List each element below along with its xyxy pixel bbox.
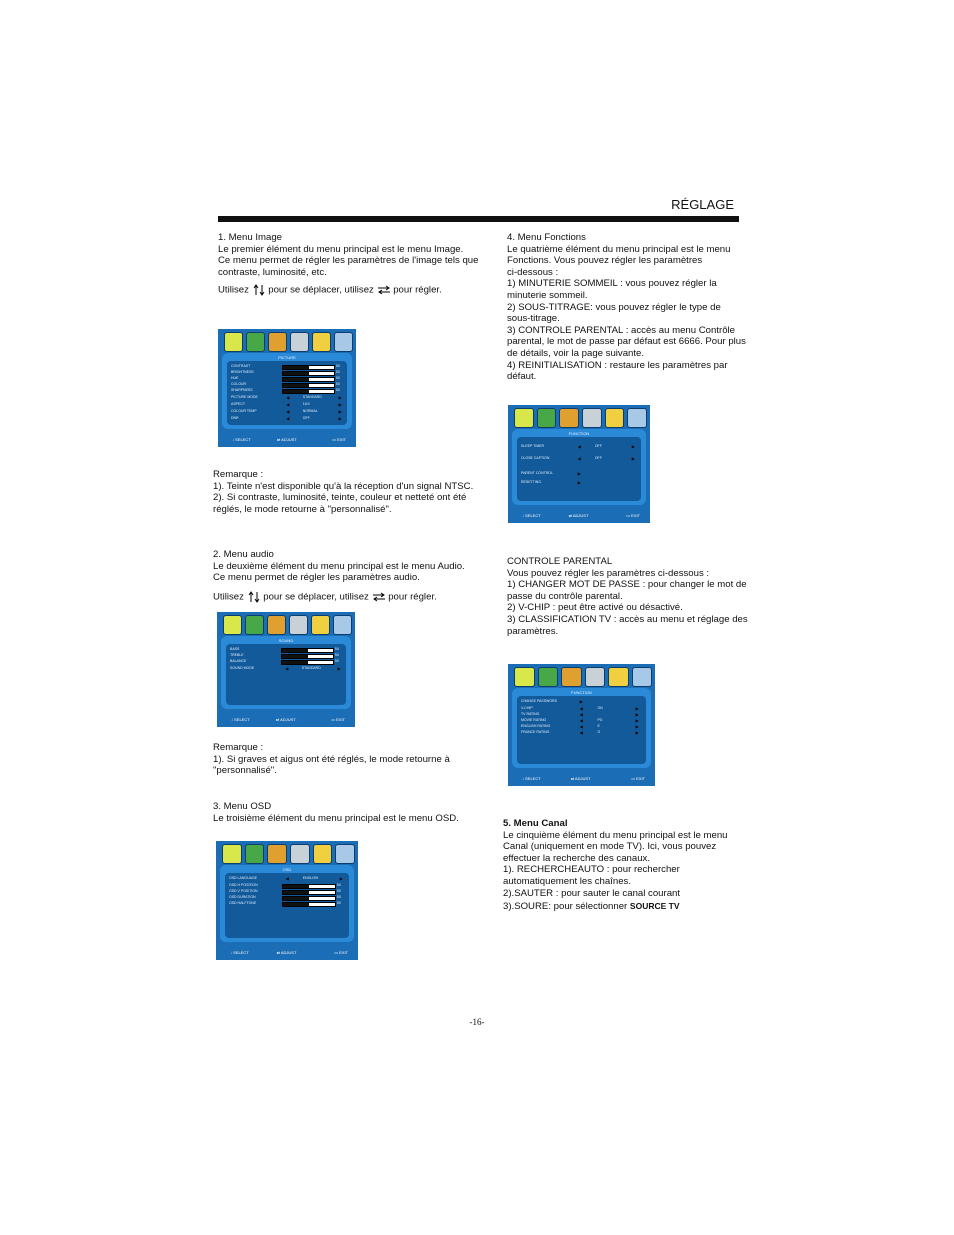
value-number: 50	[336, 889, 341, 893]
left-arrow-icon: ◀	[286, 416, 290, 421]
menu-tab-bar	[220, 615, 352, 634]
menu-row-label: COLOUR TEMP	[231, 409, 257, 413]
paragraph-line: 3) CLASSIFICATION TV : accès au menu et réglage des	[507, 613, 748, 625]
paragraph-line: effectuer la recherche des canaux.	[503, 852, 651, 864]
usage-text: pour se déplacer, utilisez	[268, 284, 374, 296]
paragraph-line: 4) REINITIALISATION : restaure les paramètres par	[507, 359, 728, 371]
menu-tab-icon	[582, 408, 602, 428]
paragraph-line: Ce menu permet de régler les paramètres de l'image tels que	[218, 255, 479, 267]
usage-line	[213, 591, 503, 603]
paragraph-line: 3) CONTROLE PARENTAL : accès au menu Contrôle	[507, 324, 736, 336]
paragraph-line: paramètres.	[507, 625, 559, 637]
right-arrow-icon: ▶	[339, 876, 343, 881]
paragraph-line: minuterie sommeil.	[507, 289, 588, 301]
value-bar-fill	[282, 655, 308, 658]
value-bar-fill	[283, 903, 309, 906]
menu-tab-icon	[514, 667, 535, 687]
option-value: OFF	[302, 416, 310, 420]
menu-tab-icon	[290, 332, 309, 352]
menu-tab-icon	[290, 844, 310, 864]
remark-heading: Remarque :	[213, 742, 264, 753]
menu-row-label: MOVIE RATING	[521, 718, 547, 722]
adjust-hint: ⇄ ADJUST	[275, 717, 296, 722]
value-bar-fill	[283, 897, 309, 900]
paragraph-line: parental, le mot de passe par défaut est 6666. Pour plus	[507, 336, 746, 348]
exit-hint: ▭ EXIT	[626, 513, 640, 518]
menu-tab-icon	[267, 844, 287, 864]
menu-panel	[221, 636, 351, 709]
menu-row	[230, 666, 342, 672]
adjust-hint: ⇄ ADJUST	[568, 513, 589, 518]
header-rule	[218, 216, 739, 222]
value-number: 50	[334, 659, 339, 663]
menu-tab-icon	[245, 615, 264, 635]
right-arrow-icon: ▶	[577, 471, 581, 476]
source-tv-label: SOURCE TV	[629, 901, 680, 912]
left-arrow-icon: ◀	[286, 409, 290, 414]
menu-inner-area	[225, 873, 349, 938]
left-arrow-icon: ◀	[579, 712, 583, 717]
paragraph-line: sous-titrage.	[507, 313, 560, 325]
menu-row-label: HUE	[231, 376, 239, 380]
picture-menu-screenshot	[218, 329, 356, 447]
menu-row	[521, 471, 637, 477]
menu-tab-icon	[334, 332, 353, 352]
menu-tab-icon	[627, 408, 647, 428]
value-bar-fill	[283, 366, 309, 369]
right-arrow-icon: ▶	[635, 730, 639, 735]
menu-row-label: OSD HALFTONE	[229, 901, 257, 905]
menu-row-label: TV RATING	[521, 712, 540, 716]
remark-2	[213, 742, 503, 777]
menu-row-label: OSD LANGUAGE	[229, 876, 258, 880]
menu-inner-area	[226, 644, 346, 705]
value-number: 50	[334, 653, 339, 657]
menu-row-label: BALANCE	[230, 659, 247, 663]
paragraph-line: Ce menu permet de régler les paramètres audio.	[213, 572, 420, 584]
menu-row-label: CONTRAST	[231, 364, 251, 368]
menu-panel-title: SOUND	[278, 638, 294, 643]
up-down-arrows-icon	[252, 284, 266, 296]
right-arrow-icon: ▶	[635, 718, 639, 723]
paragraph-line: Vous pouvez régler les paramètres ci-dessous :	[507, 567, 710, 579]
menu-row-label: CLOSE CAPTION	[521, 456, 550, 460]
paragraph-line: 1). Teinte n'est disponible qu'à la réception d'un signal NTSC.	[213, 480, 474, 492]
value-bar-fill	[282, 649, 308, 652]
usage-line	[218, 284, 508, 296]
menu-tab-icon	[289, 615, 308, 635]
usage-text: Utilisez	[213, 591, 244, 603]
left-right-arrows-icon	[372, 591, 386, 603]
menu-panel-title: OSD	[282, 867, 292, 872]
menu-row	[231, 388, 343, 394]
paragraph-line: Le cinquième élément du menu principal est le menu	[503, 829, 728, 841]
paragraph-line: 1). RECHERCHEAUTO : pour rechercher	[503, 864, 680, 876]
value-number: 50	[336, 895, 341, 899]
section-heading: 1. Menu Image	[218, 232, 282, 243]
menu-tab-icon	[585, 667, 606, 687]
menu-tab-icon	[268, 332, 287, 352]
option-value: OFF	[594, 444, 602, 448]
left-arrow-icon: ◀	[285, 876, 289, 881]
paragraph-line: Le premier élément du menu principal est le menu Image.	[218, 243, 464, 255]
paragraph-line: Canal (uniquement en mode TV). Ici, vous pouvez	[503, 841, 717, 853]
paragraph-line: ci-dessous :	[507, 266, 559, 278]
left-arrow-icon: ◀	[285, 666, 289, 671]
paragraph-line: 2).SAUTER : pour sauter le canal courant	[503, 887, 681, 899]
menu-row-label: SLEEP TIMER	[521, 444, 545, 448]
menu-row-label: SHARPNESS	[231, 388, 253, 392]
value-bar-fill	[283, 885, 309, 888]
menu-bottom-bar	[514, 773, 649, 783]
menu-panel	[512, 688, 651, 768]
menu-row-label: COLOUR	[231, 382, 246, 386]
section-parental	[507, 556, 767, 637]
value-number: 50	[335, 370, 340, 374]
menu-row-label: FRANCE RATING	[521, 730, 550, 734]
menu-tab-icon	[538, 667, 559, 687]
option-value: ENGLISH	[302, 876, 319, 880]
value-bar	[282, 389, 335, 394]
menu-bottom-bar	[224, 434, 350, 444]
paragraph-line: réglés, le mode retourne à "personnalisé".	[213, 503, 392, 515]
menu-row	[229, 901, 345, 907]
menu-tab-icon	[245, 844, 265, 864]
remark-heading: Remarque :	[213, 469, 264, 480]
right-arrow-icon: ▶	[338, 395, 342, 400]
sound-menu-screenshot	[217, 612, 355, 727]
option-value: G	[597, 730, 601, 734]
remark-1	[213, 469, 503, 515]
menu-row	[521, 480, 637, 486]
paragraph-line: de détails, voir la page suivante.	[507, 347, 645, 359]
menu-row-label: V-CHIP	[521, 706, 533, 710]
value-number: 50	[334, 647, 339, 651]
section-heading: 2. Menu audio	[213, 549, 274, 560]
right-arrow-icon: ▶	[635, 706, 639, 711]
menu-tab-icon	[537, 408, 557, 428]
option-value: STANDARD	[302, 395, 322, 399]
menu-row-label: PARENT CONTROL	[521, 471, 553, 475]
value-number: 50	[336, 901, 341, 905]
paragraph-line: 1) CHANGER MOT DE PASSE : pour changer le mot de	[507, 579, 747, 591]
value-bar	[282, 902, 337, 907]
menu-row-label: BASS	[230, 647, 240, 651]
right-arrow-icon: ▶	[338, 402, 342, 407]
right-arrow-icon: ▶	[577, 480, 581, 485]
select-hint: ↓ SELECT	[230, 950, 249, 955]
paragraph-line: passe du contrôle parental.	[507, 590, 623, 602]
exit-hint: ▭ EXIT	[331, 717, 345, 722]
parental-menu-screenshot	[508, 664, 655, 786]
left-arrow-icon: ◀	[579, 730, 583, 735]
page-number: -16-	[469, 1017, 485, 1027]
menu-tab-icon	[608, 667, 629, 687]
menu-tab-bar	[219, 844, 355, 863]
menu-bottom-bar	[514, 510, 644, 520]
osd-menu-screenshot	[216, 841, 358, 960]
menu-row	[230, 659, 342, 665]
paragraph-line: Le troisième élément du menu principal est le menu OSD.	[213, 812, 459, 824]
menu-row-label: ENGLISH RATING	[521, 724, 551, 728]
right-arrow-icon: ▶	[338, 416, 342, 421]
menu-panel	[222, 353, 352, 429]
menu-panel	[512, 429, 646, 505]
right-arrow-icon: ▶	[631, 456, 635, 461]
exit-hint: ▭ EXIT	[334, 950, 348, 955]
value-bar-fill	[283, 372, 309, 375]
menu-tab-icon	[313, 844, 333, 864]
value-number: 50	[335, 364, 340, 368]
menu-row-label: ASPECT	[231, 402, 246, 406]
menu-row-label: OSD V POSITION	[229, 889, 258, 893]
value-bar	[281, 660, 334, 665]
section-heading: 4. Menu Fonctions	[507, 232, 586, 243]
paragraph-line: 2). Si contraste, luminosité, teinte, couleur et netteté ont été	[213, 492, 467, 504]
menu-row	[521, 456, 637, 462]
value-number: 50	[335, 382, 340, 386]
menu-tab-icon	[514, 408, 534, 428]
paragraph-line: 2) SOUS-TITRAGE: vous pouvez régler le type de	[507, 301, 721, 313]
select-hint: ↓ SELECT	[231, 717, 250, 722]
menu-panel-title: FUNCTION	[571, 690, 592, 695]
paragraph-line: contraste, luminosité, etc.	[218, 266, 327, 278]
left-arrow-icon: ◀	[286, 402, 290, 407]
usage-text: Utilisez	[218, 284, 249, 296]
menu-row-label: SOUND MODE	[230, 666, 255, 670]
value-bar-fill	[282, 661, 308, 664]
paragraph-line	[503, 901, 768, 913]
menu-tab-icon	[605, 408, 625, 428]
menu-row	[229, 876, 345, 882]
right-arrow-icon: ▶	[337, 666, 341, 671]
option-value: E	[597, 724, 600, 728]
paragraph-line: Le deuxième élément du menu principal est le menu Audio.	[213, 560, 465, 572]
select-hint: ↓ SELECT	[522, 513, 541, 518]
menu-row-label: OSD DURATION	[229, 895, 256, 899]
paragraph-line: 1). Si graves et aigus ont été réglés, le mode retourne à	[213, 753, 450, 765]
adjust-hint: ⇄ ADJUST	[276, 950, 297, 955]
select-hint: ↓ SELECT	[232, 437, 251, 442]
menu-tab-icon	[559, 408, 579, 428]
section-heading: 3. Menu OSD	[213, 801, 272, 812]
menu-row-label: CHANGE PASSWORD	[521, 699, 558, 703]
usage-text: pour régler.	[393, 284, 442, 296]
menu-row-label: PICTURE MODE	[231, 395, 258, 399]
menu-tab-icon	[246, 332, 265, 352]
menu-tab-icon	[333, 615, 352, 635]
right-arrow-icon: ▶	[631, 444, 635, 449]
option-value: STANDARD	[301, 666, 321, 670]
menu-row	[231, 409, 343, 415]
menu-tab-icon	[224, 332, 243, 352]
menu-tab-icon	[632, 667, 653, 687]
left-arrow-icon: ◀	[577, 456, 581, 461]
section-menu-image	[218, 232, 508, 278]
option-value: NORMAL	[302, 409, 318, 413]
paragraph-line: 2) V-CHIP : peut être activé ou désactivé.	[507, 602, 683, 614]
section-menu-fonctions	[507, 232, 767, 383]
adjust-hint: ⇄ ADJUST	[570, 776, 591, 781]
menu-panel	[220, 865, 354, 942]
left-arrow-icon: ◀	[579, 724, 583, 729]
value-number: 50	[336, 883, 341, 887]
menu-tab-icon	[222, 844, 242, 864]
value-number: 50	[335, 376, 340, 380]
menu-row	[521, 699, 642, 705]
page-title: RÉGLAGE	[671, 197, 734, 212]
menu-inner-area	[227, 361, 347, 425]
menu-tab-bar	[511, 667, 652, 686]
exit-hint: ▭ EXIT	[332, 437, 346, 442]
paragraph-line: 1) MINUTERIE SOMMEIL : vous pouvez régler la	[507, 278, 717, 290]
left-arrow-icon: ◀	[286, 395, 290, 400]
menu-row	[521, 730, 642, 736]
right-arrow-icon: ▶	[338, 409, 342, 414]
menu-tab-bar	[221, 332, 353, 351]
option-value: 16:9	[302, 402, 310, 406]
paragraph-line: "personnalisé".	[213, 765, 277, 777]
menu-tab-icon	[312, 332, 331, 352]
paragraph-text: 3).SOURE: pour sélectionner	[503, 901, 628, 913]
menu-row	[231, 416, 343, 422]
menu-bottom-bar	[222, 947, 352, 957]
menu-row-label: RESETTING	[521, 480, 542, 484]
menu-panel-title: FUNCTION	[568, 431, 590, 436]
menu-tab-icon	[561, 667, 582, 687]
menu-row-label: TREBLE	[230, 653, 244, 657]
paragraph-line: Le quatrième élément du menu principal est le menu	[507, 243, 731, 255]
value-number: 50	[335, 388, 340, 392]
menu-row	[231, 395, 343, 401]
menu-row-label: DNR	[231, 416, 239, 420]
menu-panel-title: PICTURE	[278, 355, 296, 360]
section-heading: 5. Menu Canal	[503, 818, 568, 829]
option-value: OFF	[594, 456, 602, 460]
function-menu-screenshot	[508, 405, 650, 523]
value-bar-fill	[283, 390, 309, 393]
left-arrow-icon: ◀	[577, 444, 581, 449]
menu-row-label: BRIGHTNESS	[231, 370, 254, 374]
option-value: ON	[597, 706, 603, 710]
left-right-arrows-icon	[377, 284, 391, 296]
right-arrow-icon: ▶	[635, 712, 639, 717]
left-arrow-icon: ◀	[579, 718, 583, 723]
usage-text: pour régler.	[388, 591, 437, 603]
section-heading: CONTROLE PARENTAL	[507, 556, 613, 567]
left-arrow-icon: ◀	[579, 706, 583, 711]
menu-row-label: OSD H POSITION	[229, 883, 258, 887]
right-arrow-icon: ▶	[579, 699, 583, 704]
paragraph-line: automatiquement les chaînes.	[503, 875, 631, 887]
menu-tab-icon	[267, 615, 286, 635]
menu-tab-icon	[311, 615, 330, 635]
paragraph-line: Fonctions. Vous pouvez régler les paramètres	[507, 255, 703, 267]
menu-row	[521, 444, 637, 450]
menu-bottom-bar	[223, 714, 349, 724]
adjust-hint: ⇄ ADJUST	[276, 437, 297, 442]
menu-tab-bar	[511, 408, 647, 427]
value-bar-fill	[283, 378, 309, 381]
exit-hint: ▭ EXIT	[631, 776, 645, 781]
right-arrow-icon: ▶	[635, 724, 639, 729]
menu-inner-area	[517, 437, 641, 501]
menu-tab-icon	[335, 844, 355, 864]
menu-row	[231, 402, 343, 408]
select-hint: ↓ SELECT	[522, 776, 541, 781]
value-bar-fill	[283, 384, 309, 387]
usage-text: pour se déplacer, utilisez	[263, 591, 369, 603]
up-down-arrows-icon	[247, 591, 261, 603]
section-menu-audio	[213, 549, 503, 584]
paragraph-line: défaut.	[507, 371, 537, 383]
option-value: PG	[597, 718, 603, 722]
menu-tab-icon	[223, 615, 242, 635]
section-menu-canal	[503, 818, 768, 913]
menu-inner-area	[517, 696, 646, 764]
value-bar-fill	[283, 891, 309, 894]
section-menu-osd	[213, 801, 503, 824]
